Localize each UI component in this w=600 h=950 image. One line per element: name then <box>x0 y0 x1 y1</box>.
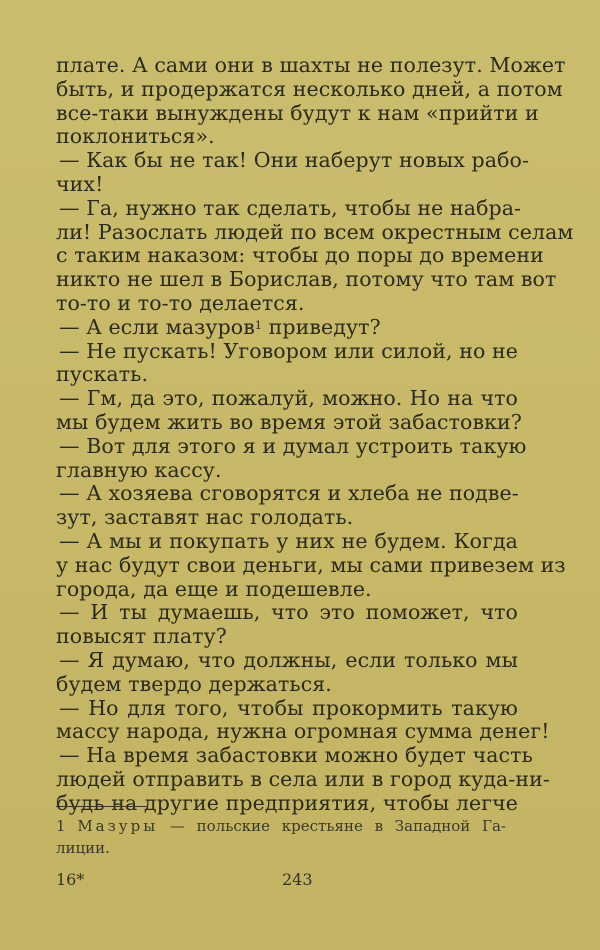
text-line: людей отправить в села или в город куда-ни- <box>56 766 550 791</box>
footnote-line: лиции. <box>56 839 110 857</box>
text-line: будь на другие предприятия, чтобы легче <box>56 790 518 815</box>
text-line: — Я думаю, что должны, если только мы <box>59 647 518 672</box>
page-number: 243 <box>282 870 313 889</box>
text-line: с таким наказом: чтобы до поры до времени <box>56 243 544 268</box>
footnote-term: Мазуры <box>77 817 159 835</box>
text-line: — На время забастовки можно будет часть <box>59 743 533 768</box>
text-line: чих! <box>56 171 104 196</box>
footnote-reference[interactable]: 1 <box>254 318 262 332</box>
footnote <box>56 815 506 859</box>
text-line: будем твердо держаться. <box>56 671 332 696</box>
footnote-text: — польские крестьяне в Западной Га- <box>158 817 506 835</box>
text-line: зут, заставят нас голодать. <box>56 505 354 530</box>
footnote-divider <box>56 806 148 807</box>
text-line: мы будем жить во время этой забастовки? <box>56 409 522 434</box>
printer-signature: 16* <box>56 870 85 889</box>
footnote-line <box>56 815 506 837</box>
text-line: — А мы и покупать у них не будем. Когда <box>59 528 518 553</box>
text-line: повысят плату? <box>56 624 227 649</box>
text-line: — Не пускать! Уговором или силой, но не <box>59 338 519 363</box>
text-line: то-то и то-то делается. <box>56 290 305 315</box>
text-line-with-footnote <box>56 316 518 340</box>
text-line: у нас будут свои деньги, мы сами привезем из <box>56 552 566 577</box>
text-line: — И ты думаешь, что это поможет, что <box>59 600 518 625</box>
text-line: массу народа, нужна огромная сумма денег! <box>56 719 550 744</box>
text-line: — Но для того, чтобы прокормить такую <box>59 695 518 720</box>
text-line: все-таки вынуждены будут к нам «прийти и <box>56 100 539 125</box>
text-line: никто не шел в Борислав, потому что там вот <box>56 267 557 292</box>
text-line: — Га, нужно так сделать, чтобы не набра- <box>59 195 522 220</box>
text-line: города, да еще и подешевле. <box>56 576 372 601</box>
text-line: поклониться». <box>56 124 215 149</box>
footnote-marker: 1 <box>56 817 66 835</box>
text-line: — А хозяева сговорятся и хлеба не подве- <box>59 481 519 506</box>
text-line: плате. А сами они в шахты не полезут. Может <box>56 53 566 77</box>
text-line: — Гм, да это, пожалуй, можно. Но на что <box>59 386 518 411</box>
text-segment: приведут? <box>262 314 381 339</box>
text-line: — Как бы не так! Они наберут новых рабо- <box>59 148 529 173</box>
text-line: ли! Разослать людей по всем окрестным селам <box>56 219 574 244</box>
text-line: быть, и продержатся несколько дней, а потом <box>56 76 563 101</box>
text-line: главную кассу. <box>56 457 222 482</box>
text-line: пускать. <box>56 362 149 387</box>
body-text <box>56 53 574 816</box>
text-line: — Вот для этого я и думал устроить такую <box>59 433 527 458</box>
text-segment: — А если мазуров <box>59 314 255 339</box>
